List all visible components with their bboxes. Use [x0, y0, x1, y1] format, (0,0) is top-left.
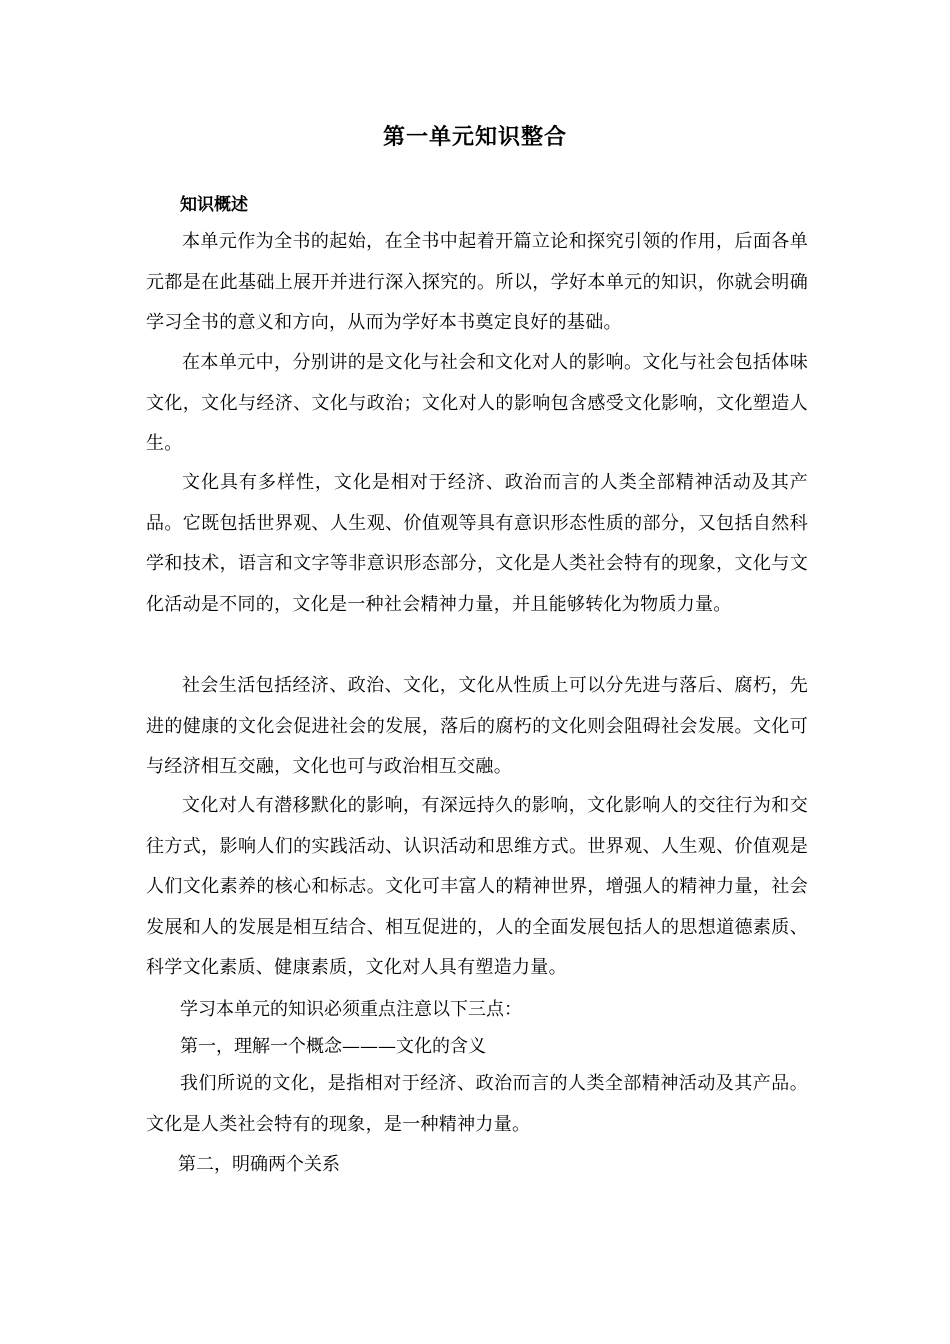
section-heading: 知识概述 — [180, 195, 248, 215]
document-title: 第一单元知识整合 — [382, 124, 567, 150]
paragraph-1: 本单元作为全书的起始，在全书中起着开篇立论和探究引领的作用，后面各单元都是在此基础上展开并进行深入探究的。所以，学好本单元的知识，你就会明确学习全书的意义和方向，从而为学好本书奠定良好的基础。 — [146, 231, 808, 333]
point-one-body: 我们所说的文化，是指相对于经济、政治而言的人类全部精神活动及其产品。文化是人类社会特有的现象，是一种精神力量。 — [146, 1073, 808, 1135]
intro-line: 学习本单元的知识必须重点注意以下三点： — [180, 999, 522, 1020]
paragraph-3: 文化具有多样性，文化是相对于经济、政治而言的人类全部精神活动及其产品。它既包括世界观、人生观、价值观等具有意识形态性质的部分，又包括自然科学和技术，语言和文字等非意识形态部分，文化是人类社会特有的现象，文化与文化活动是不同的，文化是一种社会精神力量，并且能够转化为物质力量。 — [146, 472, 808, 615]
paragraph-2: 在本单元中，分别讲的是文化与社会和文化对人的影响。文化与社会包括体味文化，文化与经济、文化与政治；文化对人的影响包含感受文化影响，文化塑造人生。 — [146, 352, 808, 454]
paragraph-4: 社会生活包括经济、政治、文化，文化从性质上可以分先进与落后、腐朽，先进的健康的文化会促进社会的发展，落后的腐朽的文化则会阻碍社会发展。文化可与经济相互交融，文化也可与政治相互交融。 — [146, 675, 808, 777]
paragraph-5: 文化对人有潜移默化的影响，有深远持久的影响，文化影响人的交往行为和交往方式，影响人们的实践活动、认识活动和思维方式。世界观、人生观、价值观是人们文化素养的核心和标志。文化可丰富人的精神世界，增强人的精神力量，社会发展和人的发展是相互结合、相互促进的，人的全面发展包括人的思想道德素质、科学文化素质、健康素质，文化对人具有塑造力量。 — [146, 795, 808, 978]
point-one-heading: 第一，理解一个概念———文化的含义 — [180, 1036, 486, 1057]
point-two-heading: 第二，明确两个关系 — [178, 1154, 340, 1175]
